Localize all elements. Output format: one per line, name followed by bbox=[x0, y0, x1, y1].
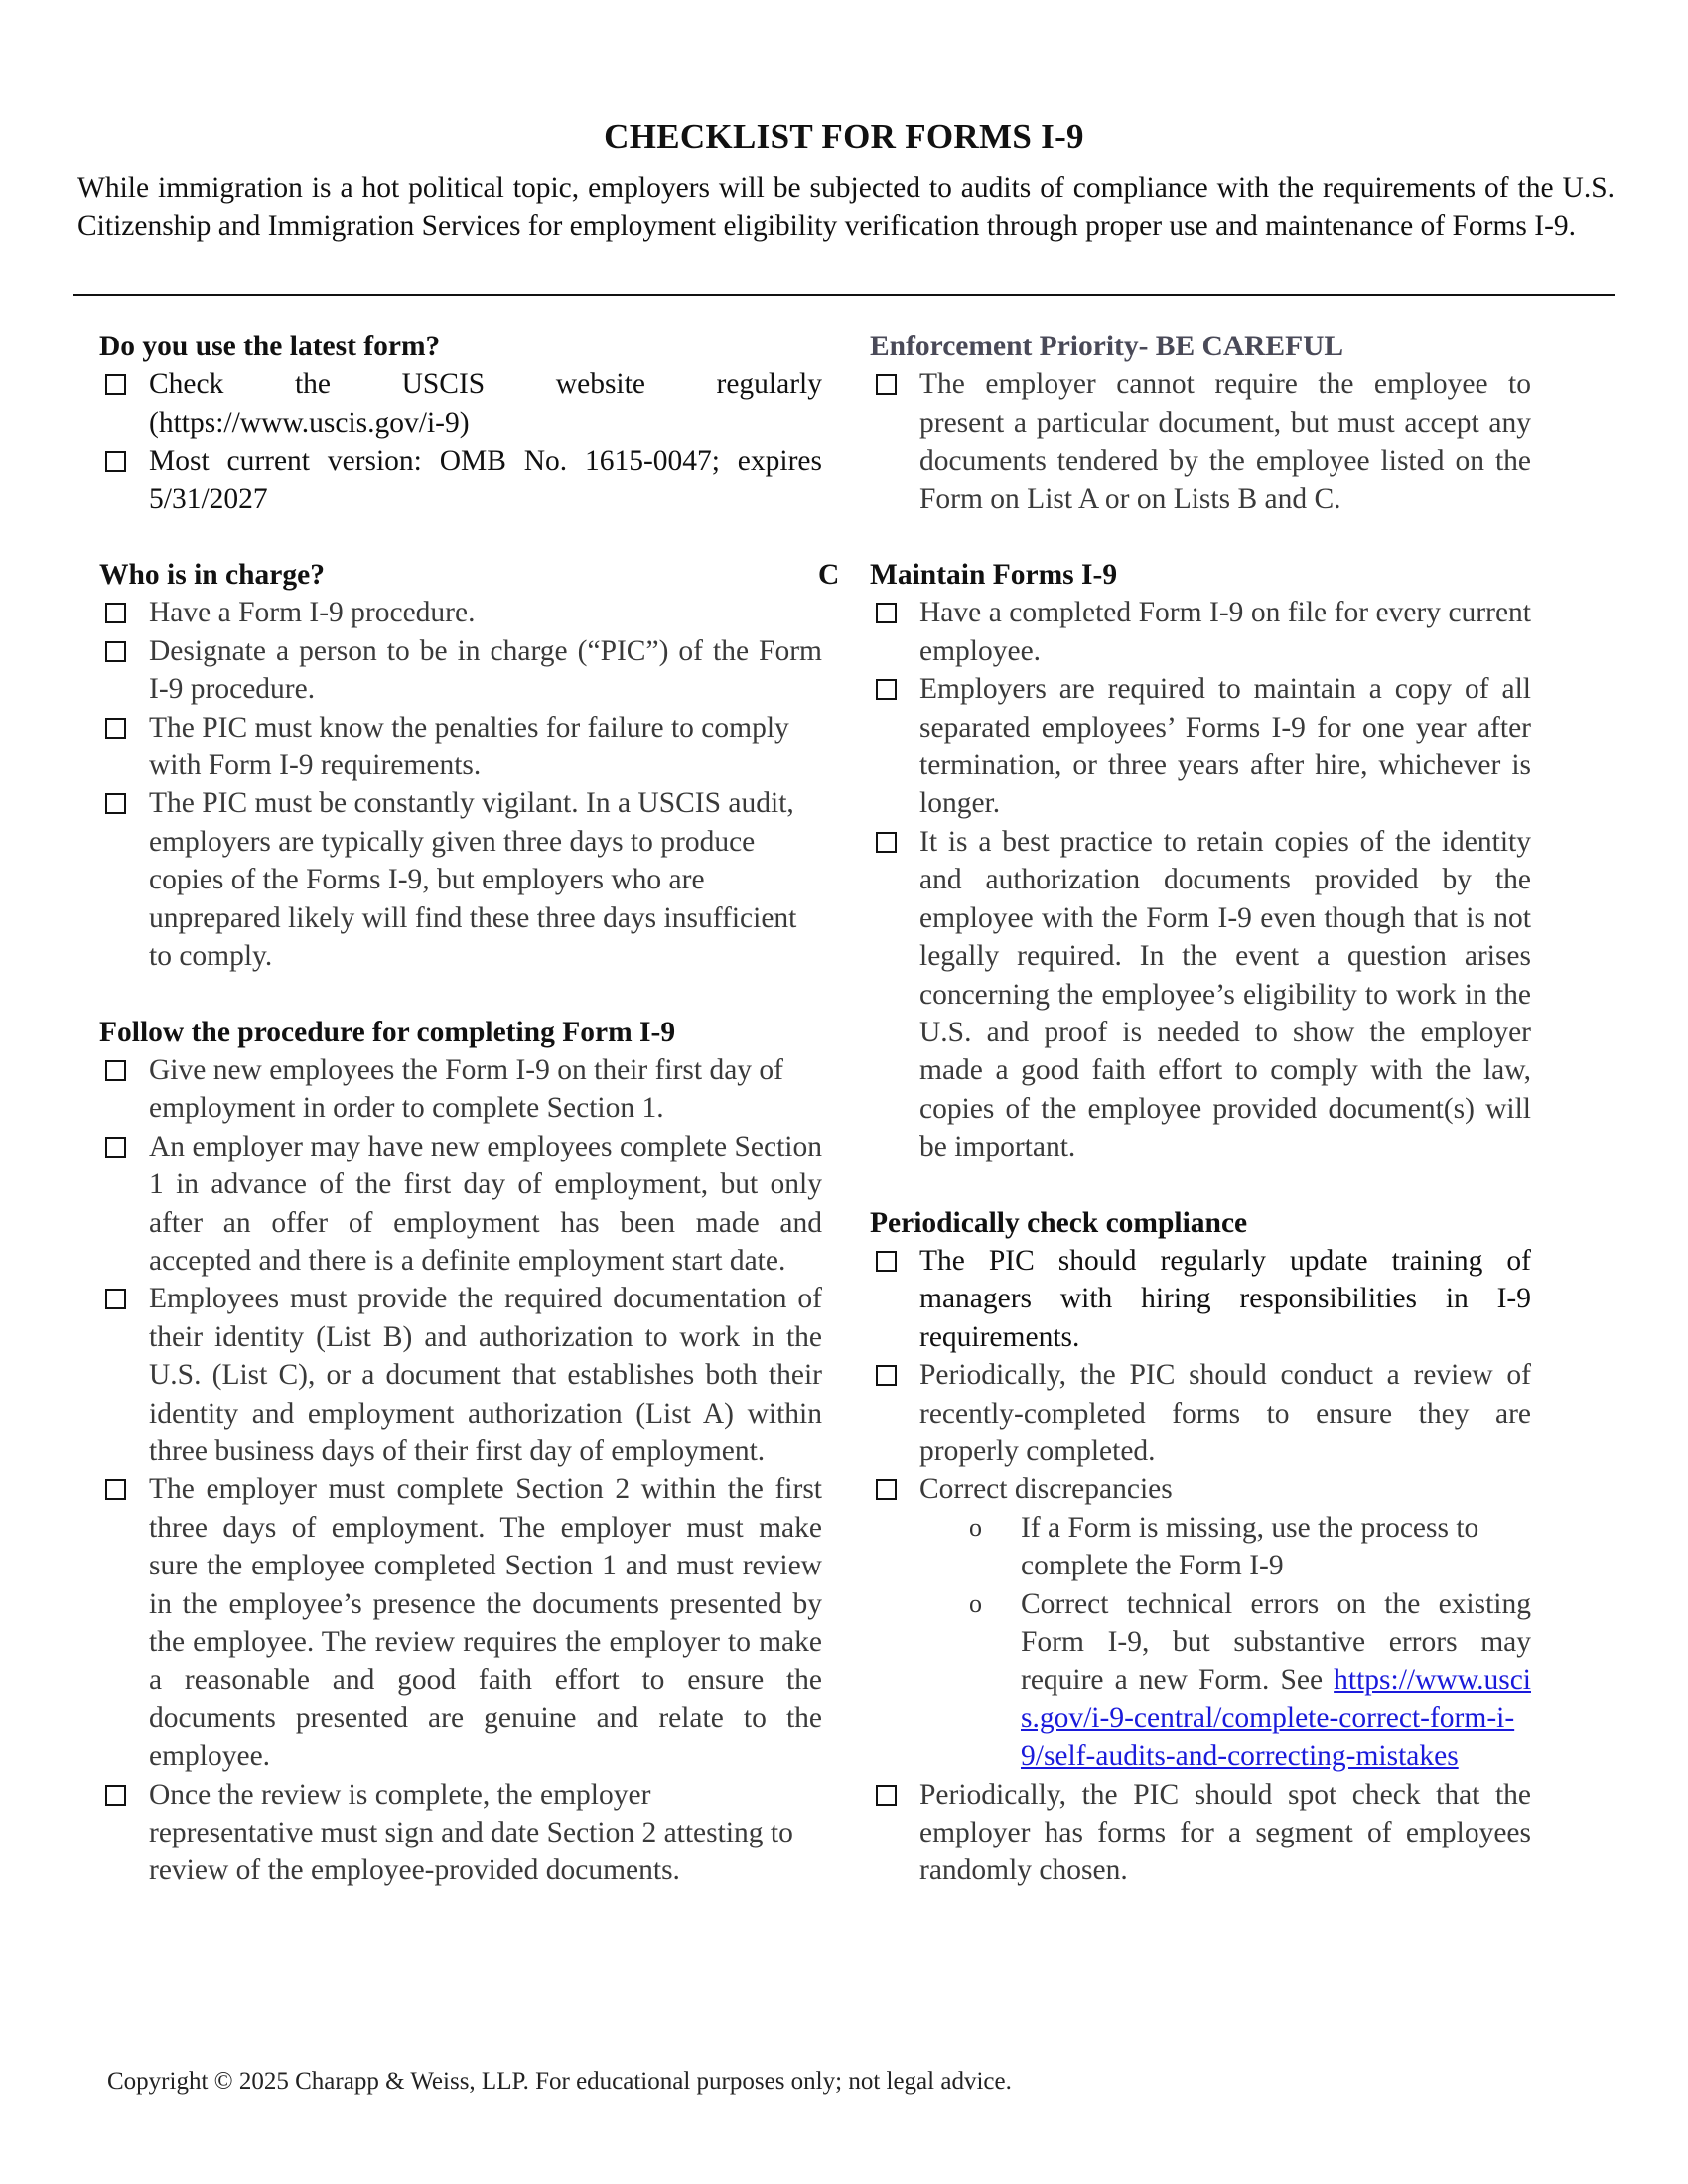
uscis-self-audit-link[interactable]: https://www.uscis.gov/i-9-central/complete-correct-form-i-9/self-audits-and-correcting-mistakes bbox=[1021, 1664, 1531, 1773]
checkbox-icon[interactable] bbox=[105, 374, 126, 395]
checkbox-icon[interactable] bbox=[876, 679, 897, 700]
right-column bbox=[818, 328, 1531, 1890]
checklist-item: Periodically, the PIC should spot check that the employer has forms for a segment of employees randomly chosen. bbox=[870, 1776, 1531, 1890]
checkbox-icon[interactable] bbox=[876, 1365, 897, 1386]
checklist-item: Give new employees the Form I-9 on their first day of employment in order to complete Section 1. bbox=[99, 1051, 822, 1128]
checklist-item: The employer must complete Section 2 within the first three days of employment. The employer must make sure the employee completed Section 1 and must review in the employee’s presence the documents presented by the employee. The review requires the employer to make a reasonable and good faith effort to ensure the documents presented are genuine and relate to the employee. bbox=[99, 1470, 822, 1775]
checklist-item: The employer cannot require the employee to present a particular document, but must accept any documents tendered by the employee listed on the Form on List A or on Lists B and C. bbox=[870, 365, 1531, 518]
checkbox-icon[interactable] bbox=[876, 1785, 897, 1806]
checklist-item: Correct discrepancies bbox=[870, 1470, 1531, 1508]
checkbox-icon[interactable] bbox=[105, 793, 126, 814]
section-heading-maintain: C Maintain Forms I-9 bbox=[870, 556, 1531, 594]
checkbox-icon[interactable] bbox=[105, 1289, 126, 1309]
checklist-item: Check the USCIS website regularly (https://www.uscis.gov/i-9) bbox=[99, 365, 822, 442]
checklist-item: Have a completed Form I-9 on file for every current employee. bbox=[870, 594, 1531, 670]
section-heading-who-in-charge: Who is in charge? bbox=[99, 559, 325, 592]
section-heading-follow-procedure: Follow the procedure for completing Form I-9 bbox=[99, 1016, 676, 1048]
checkbox-icon[interactable] bbox=[876, 1251, 897, 1272]
checkbox-icon[interactable] bbox=[105, 1785, 126, 1806]
checklist-item: The PIC must be constantly vigilant. In a USCIS audit, employers are typically given three days to produce copies of the Forms I-9, but employers who are unprepared likely will find these three days insufficient to comply. bbox=[99, 784, 822, 975]
checklist-item: An employer may have new employees complete Section 1 in advance of the first day of employment, but only after an offer of employment has been made and accepted and there is a definite employment start date. bbox=[99, 1128, 822, 1281]
checkbox-icon[interactable] bbox=[105, 451, 126, 472]
circle-bullet-icon: o bbox=[969, 1588, 982, 1618]
checkbox-icon[interactable] bbox=[105, 1479, 126, 1500]
section-heading-enforcement: Enforcement Priority- BE CAREFUL bbox=[870, 331, 1344, 362]
checkbox-icon[interactable] bbox=[876, 832, 897, 853]
left-column bbox=[99, 328, 822, 1890]
checklist-item: Once the review is complete, the employer representative must sign and date Section 2 attesting to review of the employee-provided documents. bbox=[99, 1776, 822, 1890]
checklist-item: Have a Form I-9 procedure. bbox=[99, 594, 822, 631]
sub-bullet-item: o Correct technical errors on the existing Form I-9, but substantive errors may require a new Form. See https://www.uscis.gov/i-9-central/complete-correct-form-i-9/self-audits-and-correcting-mistakes bbox=[870, 1585, 1531, 1776]
checkbox-icon[interactable] bbox=[876, 374, 897, 395]
checkbox-icon[interactable] bbox=[105, 603, 126, 623]
checklist-item: Designate a person to be in charge (“PIC”) of the Form I-9 procedure. bbox=[99, 632, 822, 709]
checkbox-icon[interactable] bbox=[876, 603, 897, 623]
intro-paragraph: While immigration is a hot political topic, employers will be subjected to audits of compliance with the requirements of the U.S. Citizenship and Immigration Services for employment eligibility verification through proper use and maintenance of Forms I-9. bbox=[77, 172, 1615, 242]
section-heading-periodic-check: Periodically check compliance bbox=[870, 1206, 1248, 1239]
page-title: CHECKLIST FOR FORMS I-9 bbox=[604, 117, 1084, 156]
checkbox-icon[interactable] bbox=[105, 718, 126, 739]
circle-bullet-icon: o bbox=[969, 1512, 982, 1542]
checklist-item: The PIC should regularly update training of managers with hiring responsibilities in I-9 requirements. bbox=[870, 1242, 1531, 1356]
section-letter: C bbox=[818, 559, 840, 592]
divider-rule bbox=[73, 294, 1615, 296]
copyright-footer: Copyright © 2025 Charapp & Weiss, LLP. For educational purposes only; not legal advice. bbox=[107, 2068, 1012, 2095]
checklist-item: Employers are required to maintain a copy of all separated employees’ Forms I-9 for one year after termination, or three years after hire, whichever is longer. bbox=[870, 670, 1531, 823]
section-heading-latest-form: Do you use the latest form? bbox=[99, 331, 441, 362]
checklist-item: Most current version: OMB No. 1615-0047; expires 5/31/2027 bbox=[99, 442, 822, 518]
sub-bullet-item: o If a Form is missing, use the process to complete the Form I-9 bbox=[870, 1509, 1531, 1585]
checkbox-icon[interactable] bbox=[105, 641, 126, 662]
checkbox-icon[interactable] bbox=[105, 1137, 126, 1158]
checklist-item: The PIC must know the penalties for failure to comply with Form I-9 requirements. bbox=[99, 709, 822, 785]
checkbox-icon[interactable] bbox=[876, 1479, 897, 1500]
checklist-item: Periodically, the PIC should conduct a review of recently-completed forms to ensure they are properly completed. bbox=[870, 1356, 1531, 1470]
checkbox-icon[interactable] bbox=[105, 1060, 126, 1081]
checklist-item: Employees must provide the required documentation of their identity (List B) and authorization to work in the U.S. (List C), or a document that establishes both their identity and employment authorization (List A) within three business days of their first day of employment. bbox=[99, 1280, 822, 1470]
checklist-item: It is a best practice to retain copies of the identity and authorization documents provided by the employee with the Form I-9 even though that is not legally required. In the event a question arises concerning the employee’s eligibility to work in the U.S. and proof is needed to show the employer made a good faith effort to comply with the law, copies of the employee provided document(s) will be important. bbox=[870, 823, 1531, 1166]
